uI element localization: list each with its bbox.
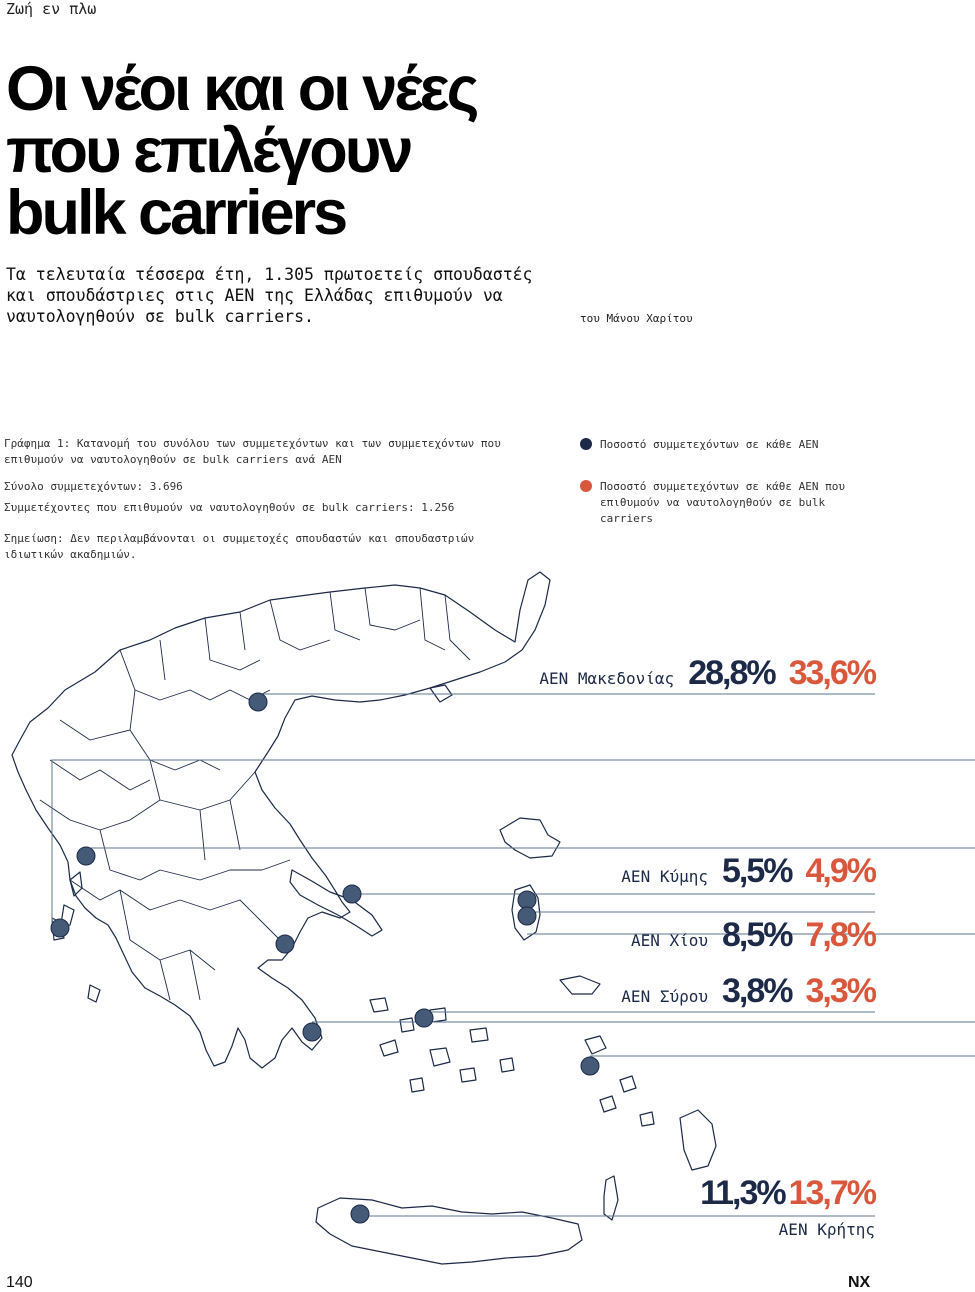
- legend-dot-navy-icon: [580, 438, 592, 450]
- legend-label-bulk: Ποσοστό συμμετεχόντων σε κάθε ΑΕΝ που επιθυμούν να ναυτολογηθούν σε bulk carriers: [600, 480, 846, 525]
- total-participants: Σύνολο συμμετεχόντων: 3.696: [4, 480, 183, 493]
- value-bulk: 4,9%: [805, 852, 875, 890]
- legend-item-bulk: [580, 479, 880, 529]
- section-label: Ζωή εν πλω: [6, 0, 97, 18]
- article-title: [6, 54, 626, 248]
- karpathos-outline: [604, 1176, 618, 1220]
- value-all: 11,3%: [700, 1174, 785, 1212]
- value-all: 5,5%: [722, 852, 792, 890]
- dot-kymi-icon: [343, 885, 361, 903]
- samos-outline: [560, 976, 600, 994]
- legend-dot-orange-icon: [580, 480, 592, 492]
- mainland-outline: [12, 572, 550, 1068]
- internal-borders: [40, 588, 470, 1000]
- dot-hydra-icon: [303, 1023, 321, 1041]
- dot-makedonia-icon: [249, 693, 267, 711]
- lesvos-outline: [500, 818, 560, 858]
- row-chios: [631, 916, 875, 955]
- title-line-1: Οι νέοι και οι νέες: [6, 54, 477, 124]
- value-bulk: 33,6%: [788, 654, 875, 692]
- dot-chios-icon: [518, 891, 536, 909]
- academy-label-kriti: ΑΕΝ Κρήτης: [778, 1220, 875, 1239]
- dot-kriti-icon: [351, 1205, 369, 1223]
- academy-label: ΑΕΝ Κύμης: [621, 867, 708, 886]
- chart-caption: Γράφημα 1: Κατανομή του συνόλου των συμμετεχόντων και των συμμετεχόντων που επιθυμούν να ναυτολογηθούν σε bulk carriers ανά ΑΕΝ: [4, 437, 501, 466]
- dot-dodecanese-icon: [581, 1057, 599, 1075]
- legend-label-all: Ποσοστό συμμετεχόντων σε κάθε ΑΕΝ: [600, 438, 819, 451]
- dot-oinousses-icon: [518, 907, 536, 925]
- dot-syros-icon: [415, 1009, 433, 1027]
- brand-logo: NX: [848, 1274, 871, 1291]
- title-line-3: bulk carriers: [6, 178, 346, 248]
- value-all: 28,8%: [688, 654, 775, 692]
- dodecanese-islands: [585, 1036, 654, 1126]
- article-lead: Τα τελευταία τέσσερα έτη, 1.305 πρωτοετείς σπουδαστές και σπουδάστριες στις ΑΕΝ της Ελλάδας επιθυμούν να ναυτολογηθούν σε bulk carriers.: [6, 265, 533, 326]
- bulk-participants: Συμμετέχοντες που επιθυμούν να ναυτολογηθούν σε bulk carriers: 1.256: [4, 501, 455, 514]
- row-syros: [621, 972, 875, 1011]
- row-kriti-values: [700, 1174, 875, 1213]
- row-makedonia: [539, 654, 875, 693]
- title-line-2: που επιλέγουν: [6, 116, 411, 186]
- chart-remark: Σημείωση: Δεν περιλαμβάνονται οι συμμετοχές σπουδαστών και σπουδαστριών ιδιωτικών ακαδημιών.: [4, 532, 475, 561]
- dot-kefalonia-icon: [51, 919, 69, 937]
- academy-label: ΑΕΝ Χίου: [630, 931, 708, 950]
- value-bulk: 3,3%: [805, 972, 875, 1010]
- connector-lines: [52, 694, 975, 1216]
- dot-ionio-icon: [77, 847, 95, 865]
- row-kymi: [621, 852, 875, 891]
- value-all: 3,8%: [722, 972, 792, 1010]
- academy-label: ΑΕΝ Μακεδονίας: [539, 669, 675, 688]
- legend-item-all: [580, 437, 880, 457]
- academy-dots: [51, 693, 599, 1223]
- dot-aspropyrgos-icon: [276, 935, 294, 953]
- rhodes-outline: [680, 1110, 716, 1170]
- page-number: 140: [6, 1274, 33, 1291]
- value-all: 8,5%: [722, 916, 792, 954]
- academy-label: ΑΕΝ Σύρου: [621, 987, 708, 1006]
- value-bulk: 13,7%: [788, 1174, 875, 1212]
- article-author: του Μάνου Χαρίτου: [580, 312, 693, 325]
- value-bulk: 7,8%: [805, 916, 875, 954]
